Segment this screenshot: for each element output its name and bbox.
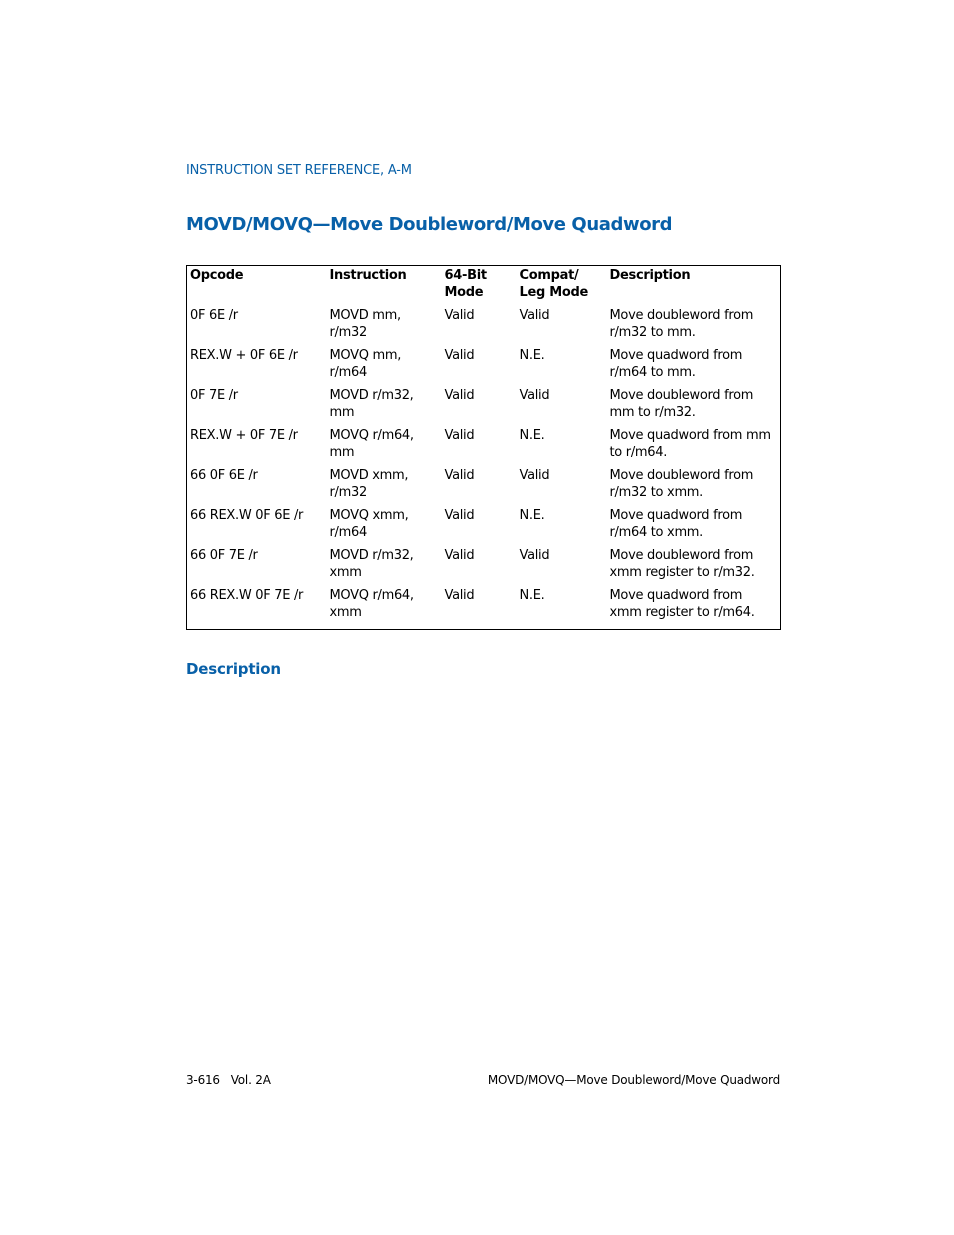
cell-opcode: 66 0F 6E /r: [190, 468, 258, 483]
cell-compat-mode: Valid: [519, 388, 550, 403]
cell-instruction: MOVD mm, r/m32: [329, 308, 401, 340]
cell-opcode: REX.W + 0F 7E /r: [190, 428, 298, 443]
section-heading-description: Description: [186, 660, 281, 678]
header-64bit-mode: 64-Bit Mode: [444, 268, 487, 300]
cell-64bit-mode: Valid: [444, 308, 475, 323]
opcode-table: [186, 265, 781, 630]
cell-compat-mode: N.E.: [519, 508, 545, 523]
cell-compat-mode: Valid: [519, 548, 550, 563]
cell-instruction: MOVD r/m32, mm: [329, 388, 414, 420]
cell-description: Move quadword from r/m64 to mm.: [609, 348, 743, 380]
cell-64bit-mode: Valid: [444, 548, 475, 563]
cell-description: Move quadword from r/m64 to xmm.: [609, 508, 743, 540]
footer-title: MOVD/MOVQ—Move Doubleword/Move Quadword: [487, 1073, 780, 1087]
cell-compat-mode: N.E.: [519, 428, 545, 443]
cell-64bit-mode: Valid: [444, 468, 475, 483]
table-row: [187, 307, 781, 347]
cell-opcode: REX.W + 0F 6E /r: [190, 348, 298, 363]
cell-instruction: MOVQ r/m64, xmm: [329, 588, 414, 620]
cell-instruction: MOVQ mm, r/m64: [329, 348, 402, 380]
table-row: [187, 467, 781, 507]
cell-description: Move doubleword from xmm register to r/m32.: [609, 548, 755, 580]
cell-opcode: 0F 7E /r: [190, 388, 238, 403]
cell-description: Move doubleword from r/m32 to xmm.: [609, 468, 754, 500]
table-row: [187, 347, 781, 387]
cell-64bit-mode: Valid: [444, 588, 475, 603]
cell-compat-mode: Valid: [519, 308, 550, 323]
cell-instruction: MOVQ r/m64, mm: [329, 428, 414, 460]
table-header-row: [187, 266, 781, 308]
header-description: Description: [609, 268, 691, 283]
cell-description: Move quadword from xmm register to r/m64.: [609, 588, 755, 620]
cell-opcode: 66 REX.W 0F 6E /r: [190, 508, 304, 523]
cell-instruction: MOVD r/m32, xmm: [329, 548, 414, 580]
table-row: [187, 387, 781, 427]
cell-opcode: 66 0F 7E /r: [190, 548, 258, 563]
cell-64bit-mode: Valid: [444, 508, 475, 523]
cell-description: Move quadword from mm to r/m64.: [609, 428, 771, 460]
cell-description: Move doubleword from mm to r/m32.: [609, 388, 754, 420]
cell-opcode: 66 REX.W 0F 7E /r: [190, 588, 304, 603]
page-title: MOVD/MOVQ—Move Doubleword/Move Quadword: [186, 214, 673, 235]
header-instruction: Instruction: [329, 268, 407, 283]
header-opcode: Opcode: [190, 268, 244, 283]
cell-description: Move doubleword from r/m32 to mm.: [609, 308, 754, 340]
cell-compat-mode: Valid: [519, 468, 550, 483]
header-compat-leg-mode: Compat/ Leg Mode: [519, 268, 589, 300]
table-row: [187, 587, 781, 630]
cell-64bit-mode: Valid: [444, 348, 475, 363]
cell-instruction: MOVQ xmm, r/m64: [329, 508, 409, 540]
running-header: INSTRUCTION SET REFERENCE, A-M: [186, 163, 412, 178]
table-row: [187, 427, 781, 467]
cell-opcode: 0F 6E /r: [190, 308, 238, 323]
cell-64bit-mode: Valid: [444, 428, 475, 443]
cell-64bit-mode: Valid: [444, 388, 475, 403]
table-row: [187, 547, 781, 587]
footer-page-number: 3-616 Vol. 2A: [186, 1073, 271, 1087]
table-row: [187, 507, 781, 547]
cell-compat-mode: N.E.: [519, 348, 545, 363]
cell-instruction: MOVD xmm, r/m32: [329, 468, 409, 500]
cell-compat-mode: N.E.: [519, 588, 545, 603]
